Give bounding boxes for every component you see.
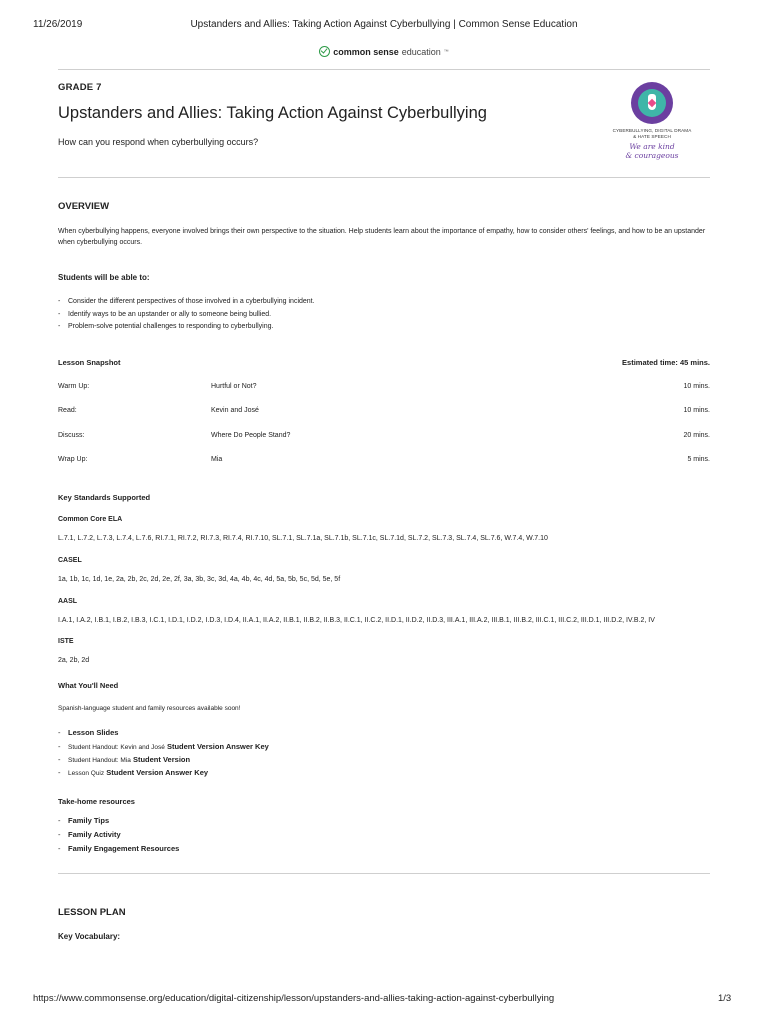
- estimated-time: Estimated time: 45 mins.: [622, 358, 710, 367]
- family-tips-link[interactable]: Family Tips: [68, 816, 110, 825]
- page-number: 1/3: [718, 993, 732, 1004]
- print-doc-title: Upstanders and Allies: Taking Action Against Cyberbullying | Common Sense Education: [190, 19, 578, 30]
- need-heading: What You'll Need: [58, 681, 119, 690]
- standard-group-name: AASL: [58, 598, 78, 605]
- badge-topic: CYBERBULLYING, DIGITAL DRAMA & HATE SPEECH: [612, 128, 692, 139]
- standard-codes: 1a, 1b, 1c, 1d, 1e, 2a, 2b, 2c, 2d, 2e, 2f, 3a, 3b, 3c, 3d, 4a, 4b, 4c, 4d, 5a, 5b, 5c, 5d, 5e, 5f: [58, 576, 341, 583]
- check-circle-icon: [319, 46, 330, 57]
- divider-header: [58, 177, 710, 178]
- overview-heading: OVERVIEW: [58, 201, 110, 212]
- need-item: - Student Handout: Kevin and José Student Version Answer Key: [58, 742, 269, 751]
- essential-question: How can you respond when cyberbullying occurs?: [58, 137, 259, 147]
- brand-trademark: ™: [443, 48, 449, 55]
- brand-logo[interactable]: [0, 46, 768, 57]
- need-item: - Lesson Slides: [58, 728, 119, 737]
- overview-text: When cyberbullying happens, everyone involved brings their own perspective to the situation. Help students learn about the importance of empathy, how to consider others' feelings, and how to be an upstander when cyberbullying occurs.: [58, 228, 706, 246]
- standard-codes: 2a, 2b, 2d: [58, 657, 90, 664]
- hand-heart-icon: [631, 82, 673, 124]
- divider-lesson-plan: [58, 873, 710, 874]
- lesson-plan-heading: LESSON PLAN: [58, 907, 126, 918]
- snapshot-heading: Lesson Snapshot: [58, 358, 121, 367]
- takehome-item: - Family Tips: [58, 816, 110, 825]
- footer-url: https://www.commonsense.org/education/digital-citizenship/lesson/upstanders-and-allies-taking-action-against-cyberbullying: [33, 993, 555, 1004]
- standards-heading: Key Standards Supported: [58, 493, 151, 502]
- print-date: 11/26/2019: [33, 19, 83, 30]
- family-activity-link[interactable]: Family Activity: [68, 830, 121, 839]
- need-item: - Lesson Quiz Student Version Answer Key: [58, 768, 209, 777]
- badge-tagline: We are kind & courageous: [625, 142, 679, 160]
- objectives-heading: Students will be able to:: [58, 273, 150, 282]
- topic-badge: [612, 82, 692, 160]
- objective-item: - Consider the different perspectives of those involved in a cyberbullying incident.: [58, 298, 315, 305]
- standard-codes: L.7.1, L.7.2, L.7.3, L.7.4, L.7.6, RI.7.1, RI.7.2, RI.7.3, RI.7.4, RI.7.10, SL.7.1, SL.7.1a, SL.7.1b, SL.7.1c, SL.7.1d, SL.7.2, SL.7.3, SL.7.4, SL.7.6, W.7.4, W.7.10: [58, 535, 548, 542]
- need-item: - Student Handout: Mia Student Version: [58, 755, 191, 764]
- takehome-item: - Family Activity: [58, 830, 121, 839]
- mia-handout-link[interactable]: Student Version: [132, 755, 191, 764]
- lesson-quiz-links[interactable]: Student Version Answer Key: [106, 768, 209, 777]
- brand-name-bold: common sense: [333, 46, 399, 57]
- page-title: Upstanders and Allies: Taking Action Against Cyberbullying: [58, 104, 487, 122]
- family-engagement-link[interactable]: Family Engagement Resources: [68, 844, 180, 853]
- standard-group-name: ISTE: [58, 638, 74, 645]
- standard-group-name: CASEL: [58, 557, 82, 564]
- takehome-heading: Take-home resources: [58, 797, 135, 806]
- kevin-jose-handout-links[interactable]: Student Version Answer Key: [166, 742, 269, 751]
- vocabulary-heading: Key Vocabulary:: [58, 932, 121, 941]
- standard-codes: I.A.1, I.A.2, I.B.1, I.B.2, I.B.3, I.C.1, I.D.1, I.D.2, I.D.3, I.D.4, II.A.1, II.A.2, II.B.1, II.B.2, II.B.3, II.C.1, II.C.2, II.D.1, II.D.2, II.D.3, III.A.1, III.A.2, III.B.1, III.B.2, III.C.1, III.C.2, III.D.1, III.D.2, IV.B.2, IV: [58, 617, 655, 624]
- grade-label: GRADE 7: [58, 82, 102, 93]
- takehome-item: - Family Engagement Resources: [58, 844, 180, 853]
- divider-top: [58, 69, 710, 70]
- standard-group-name: Common Core ELA: [58, 516, 123, 523]
- brand-name-light: education: [401, 46, 441, 57]
- need-note: Spanish-language student and family resources available soon!: [58, 705, 241, 712]
- objective-item: - Problem-solve potential challenges to responding to cyberbullying.: [58, 323, 274, 330]
- lesson-slides-link[interactable]: Lesson Slides: [68, 728, 119, 737]
- objective-item: - Identify ways to be an upstander or ally to someone being bullied.: [58, 311, 272, 318]
